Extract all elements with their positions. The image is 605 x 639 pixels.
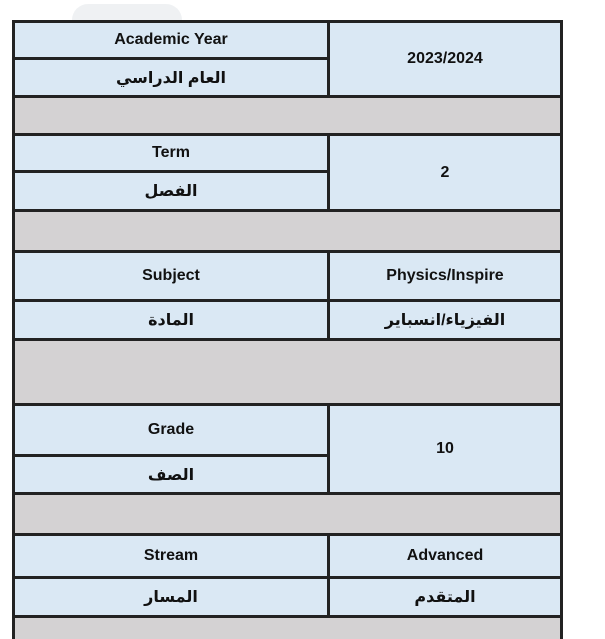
subject-label-ar: المادة bbox=[15, 302, 327, 338]
stream-value-ar: المتقدم bbox=[330, 579, 560, 615]
spacer-row bbox=[15, 341, 560, 403]
spacer-row bbox=[15, 618, 560, 639]
academic-year-label-ar: العام الدراسي bbox=[15, 60, 327, 95]
grade-label-en: Grade bbox=[15, 406, 327, 454]
spacer-row bbox=[15, 212, 560, 250]
info-table bbox=[12, 20, 563, 639]
spacer-row bbox=[15, 495, 560, 533]
subject-value-en: Physics/Inspire bbox=[330, 253, 560, 299]
term-value: 2 bbox=[330, 136, 560, 209]
subject-label-en: Subject bbox=[15, 253, 327, 299]
subject-value-ar: الفيزياء/انسباير bbox=[330, 302, 560, 338]
term-label-ar: الفصل bbox=[15, 173, 327, 209]
grade-value: 10 bbox=[330, 406, 560, 492]
stream-value-en: Advanced bbox=[330, 536, 560, 576]
term-label-en: Term bbox=[15, 136, 327, 170]
academic-year-label-en: Academic Year bbox=[15, 23, 327, 57]
grade-label-ar: الصف bbox=[15, 457, 327, 492]
stream-label-en: Stream bbox=[15, 536, 327, 576]
academic-year-value: 2023/2024 bbox=[330, 23, 560, 95]
stream-label-ar: المسار bbox=[15, 579, 327, 615]
spacer-row bbox=[15, 98, 560, 133]
